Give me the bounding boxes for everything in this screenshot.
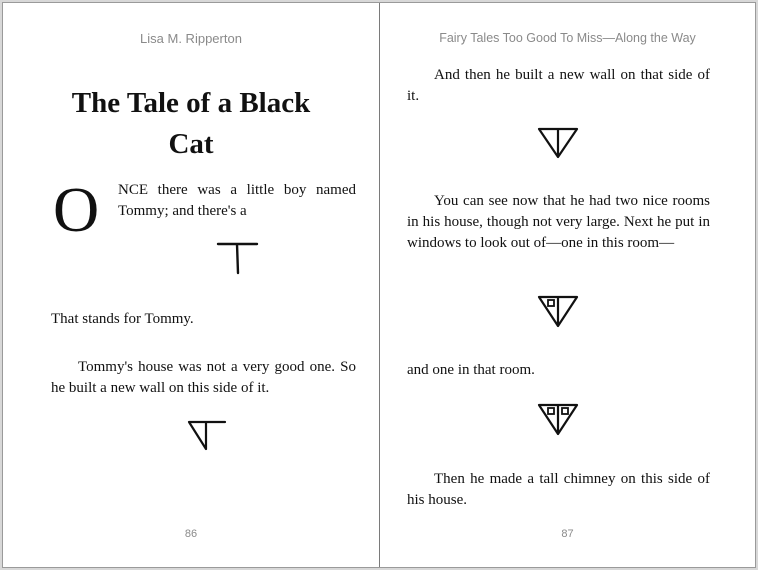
two-windows-drawing bbox=[535, 401, 581, 439]
chapter-title bbox=[39, 83, 343, 165]
opening-line-2: Tommy; and there's a bbox=[118, 203, 247, 219]
opening-paragraph bbox=[118, 180, 356, 222]
opening-line-1: NCE there was a little boy named bbox=[118, 182, 356, 198]
chapter-title-line-2: Cat bbox=[168, 128, 214, 160]
para-rooms: You can see now that he had two nice rooms in his house, though not very large. Next he put in windows to look out of—one in this room— bbox=[407, 193, 710, 251]
right-page-number: 87 bbox=[561, 528, 574, 540]
left-page-number: 86 bbox=[184, 528, 198, 540]
letter-t-drawing bbox=[216, 240, 260, 276]
wall-both-sides-drawing bbox=[535, 125, 581, 161]
one-window-drawing bbox=[535, 293, 581, 331]
para-wall: And then he built a new wall on that side of it. bbox=[407, 67, 710, 104]
drop-cap: O bbox=[53, 174, 100, 245]
para-tommy: That stands for Tommy. bbox=[51, 311, 194, 327]
para-house: Tommy's house was not a very good one. So he built a new wall on this side of it. bbox=[51, 359, 356, 396]
chapter-title-line-1: The Tale of a Black bbox=[71, 87, 311, 119]
left-page bbox=[3, 3, 379, 567]
para-other-room: and one in that room. bbox=[407, 362, 535, 378]
para-chimney: Then he made a tall chimney on this side of his house. bbox=[407, 471, 710, 508]
right-page bbox=[380, 3, 755, 567]
book-spread bbox=[3, 3, 755, 567]
right-running-head: Fairy Tales Too Good To Miss—Along the Way bbox=[439, 31, 696, 45]
wall-this-side-drawing bbox=[186, 418, 228, 452]
left-running-head: Lisa M. Ripperton bbox=[140, 31, 242, 46]
